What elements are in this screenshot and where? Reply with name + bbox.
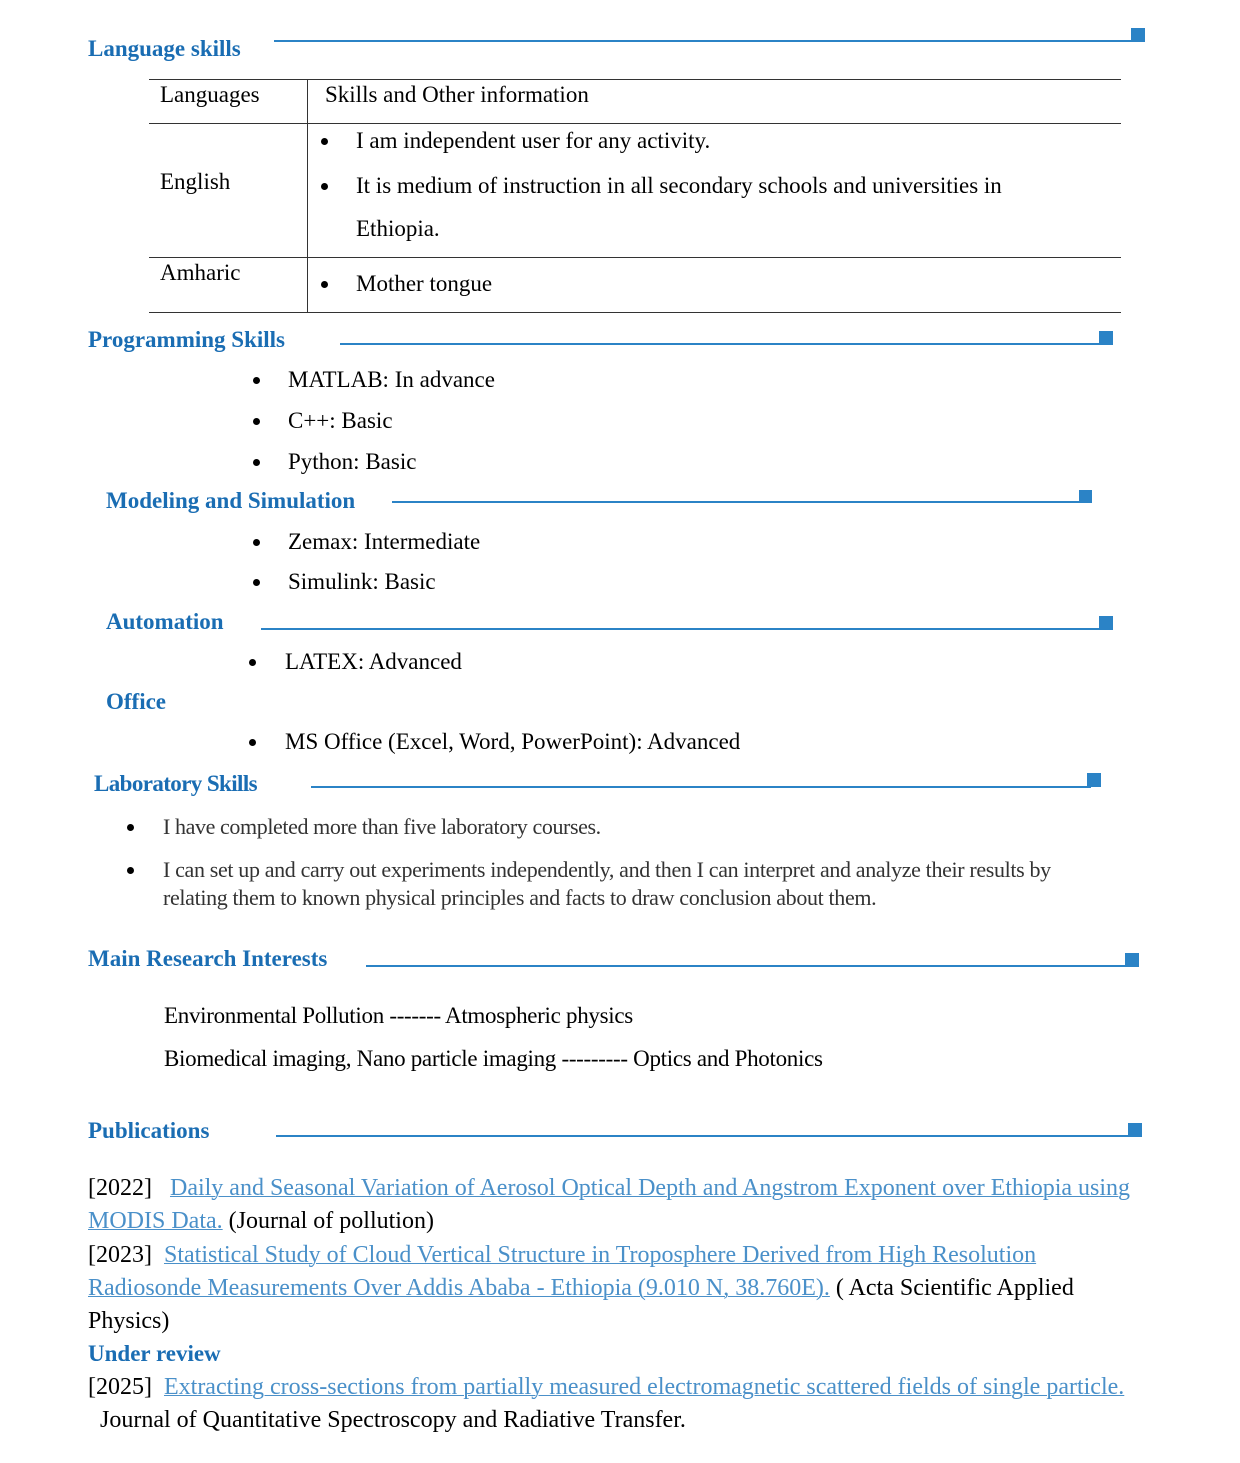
- publication-venue: (Journal of pollution): [222, 1208, 434, 1234]
- table-cell-item: Ethiopia.: [356, 216, 440, 241]
- table-column-divider: [307, 79, 308, 313]
- section-marker: [1128, 1123, 1142, 1137]
- bullet-icon: [321, 183, 328, 190]
- laboratory-skills-heading: Laboratory Skills: [94, 771, 257, 796]
- table-cell-item: Mother tongue: [356, 271, 493, 296]
- section-rule: [274, 40, 1136, 42]
- bullet-icon: [253, 377, 260, 384]
- review-entry: [88, 1371, 1188, 1437]
- publications-heading: Publications: [88, 1118, 210, 1143]
- table-cell-language: English: [160, 169, 231, 194]
- section-rule: [276, 1135, 1132, 1137]
- section-rule: [311, 786, 1091, 788]
- bullet-icon: [253, 459, 260, 466]
- list-item: I have completed more than five laboratory courses.: [163, 814, 601, 839]
- publication-title-link[interactable]: Daily and Seasonal Variation of Aerosol Optical Depth and Angstrom Exponent over Ethiopia using: [169, 1175, 1131, 1201]
- automation-heading: Automation: [106, 609, 224, 634]
- publication-venue: Physics): [88, 1308, 170, 1334]
- table-cell-item: It is medium of instruction in all secondary schools and universities in: [356, 173, 1002, 198]
- publication-entry: [88, 1239, 1188, 1338]
- office-heading: Office: [106, 689, 167, 714]
- publication-title-link[interactable]: Statistical Study of Cloud Vertical Structure in Troposphere Derived from High Resolution: [163, 1242, 1037, 1268]
- language-skills-heading: Language skills: [88, 36, 241, 61]
- bullet-icon: [249, 739, 256, 746]
- publication-year: [2023]: [88, 1242, 152, 1268]
- research-interest-line: Environmental Pollution ------- Atmospheric physics: [164, 1003, 633, 1028]
- bullet-icon: [253, 579, 260, 586]
- section-marker: [1087, 773, 1101, 787]
- list-item: Python: Basic: [288, 449, 417, 474]
- list-item: Zemax: Intermediate: [288, 529, 481, 554]
- table-cell-language: Amharic: [160, 260, 241, 285]
- table-cell-item: I am independent user for any activity.: [356, 128, 711, 153]
- bullet-icon: [127, 867, 134, 874]
- publication-title-link[interactable]: MODIS Data.: [88, 1208, 223, 1234]
- list-item: C++: Basic: [288, 408, 393, 433]
- publication-title-link[interactable]: Radiosonde Measurements Over Addis Ababa - Ethiopia (9.010 N, 38.760E).: [88, 1275, 830, 1301]
- bullet-icon: [253, 418, 260, 425]
- bullet-icon: [249, 659, 256, 666]
- section-marker: [1131, 28, 1145, 42]
- list-item: LATEX: Advanced: [285, 649, 462, 674]
- under-review-heading: Under review: [88, 1341, 221, 1366]
- publication-year: [2022]: [88, 1175, 152, 1201]
- table-bottom-border: [149, 312, 1121, 313]
- section-rule: [261, 628, 1102, 630]
- list-item: Simulink: Basic: [288, 569, 436, 594]
- section-marker: [1099, 331, 1113, 345]
- publication-year: [2025]: [88, 1374, 152, 1400]
- research-interests-heading: Main Research Interests: [88, 946, 328, 971]
- section-marker: [1099, 616, 1113, 630]
- list-item-continuation: relating them to known physical principles and facts to draw conclusion about them.: [163, 885, 877, 910]
- programming-skills-heading: Programming Skills: [88, 327, 286, 352]
- list-item: MS Office (Excel, Word, PowerPoint): Advanced: [285, 729, 741, 754]
- table-header-skills: Skills and Other information: [325, 82, 589, 107]
- section-rule: [392, 501, 1082, 503]
- bullet-icon: [321, 281, 328, 288]
- table-row-border: [149, 257, 1121, 258]
- research-interest-line: Biomedical imaging, Nano particle imaging --------- Optics and Photonics: [164, 1046, 823, 1071]
- list-item: MATLAB: In advance: [288, 367, 495, 392]
- section-rule: [340, 343, 1102, 345]
- list-item: I can set up and carry out experiments independently, and then I can interpret and analyze their results by: [163, 857, 1051, 882]
- bullet-icon: [253, 539, 260, 546]
- section-rule: [366, 965, 1128, 967]
- section-marker: [1125, 953, 1139, 967]
- modeling-simulation-heading: Modeling and Simulation: [106, 488, 356, 513]
- publication-venue: ( Acta Scientific Applied: [829, 1275, 1074, 1301]
- table-header-languages: Languages: [160, 82, 260, 107]
- table-top-border: [149, 79, 1121, 80]
- publication-venue: Journal of Quantitative Spectroscopy and Radiative Transfer.: [100, 1407, 686, 1433]
- publication-entry: [88, 1172, 1188, 1238]
- bullet-icon: [127, 824, 134, 831]
- publication-title-link[interactable]: Extracting cross-sections from partially measured electromagnetic scattered fields of single particle.: [163, 1374, 1125, 1400]
- bullet-icon: [321, 138, 328, 145]
- section-marker: [1079, 490, 1092, 503]
- table-header-border: [149, 123, 1121, 124]
